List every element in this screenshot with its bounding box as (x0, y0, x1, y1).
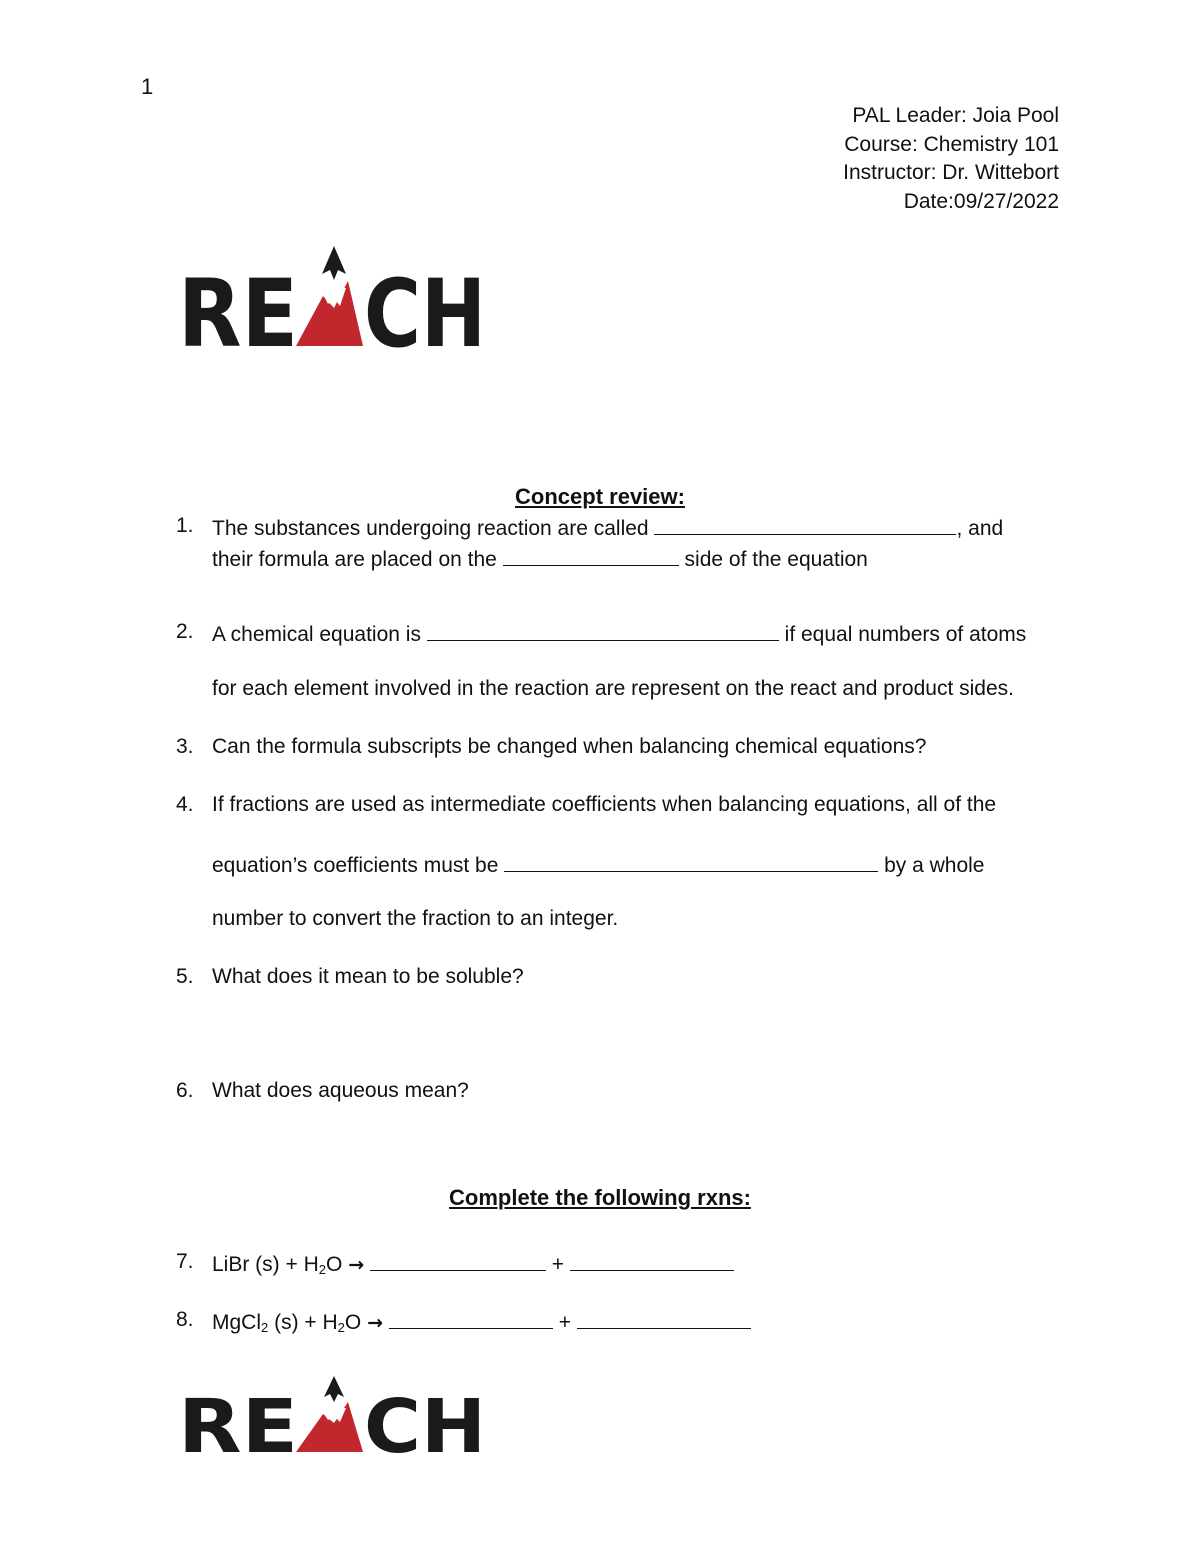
product-blank-1[interactable] (389, 1308, 553, 1329)
instructor: Instructor: Dr. Wittebort (843, 161, 1059, 184)
reactions-title: Complete the following rxns: (449, 1185, 751, 1210)
svg-text:RE: RE (178, 260, 298, 369)
product-blank-1[interactable] (370, 1250, 546, 1271)
page-number: 1 (141, 74, 154, 99)
product-blank-2[interactable] (577, 1308, 751, 1329)
reach-logo-top (178, 246, 488, 369)
reach-logo-image (178, 246, 488, 369)
arrow-icon: → (367, 1312, 384, 1334)
course: Course: Chemistry 101 (844, 132, 1059, 156)
arrow-icon: → (348, 1254, 365, 1276)
answer-blank[interactable] (427, 620, 779, 641)
answer-blank[interactable] (503, 545, 679, 566)
reach-logo-bottom (178, 1376, 488, 1470)
svg-text:RE: RE (178, 1384, 298, 1470)
svg-text:CH: CH (364, 1384, 486, 1470)
answer-blank[interactable] (654, 514, 956, 535)
pal-leader: PAL Leader: Joia Pool (852, 104, 1059, 127)
reach-logo-image (178, 1376, 488, 1470)
document-header (843, 102, 1059, 216)
answer-blank[interactable] (504, 851, 878, 872)
date: Date:09/27/2022 (903, 189, 1059, 213)
svg-text:CH: CH (364, 260, 486, 369)
product-blank-2[interactable] (570, 1250, 734, 1271)
concept-review-title: Concept review: (515, 484, 685, 509)
